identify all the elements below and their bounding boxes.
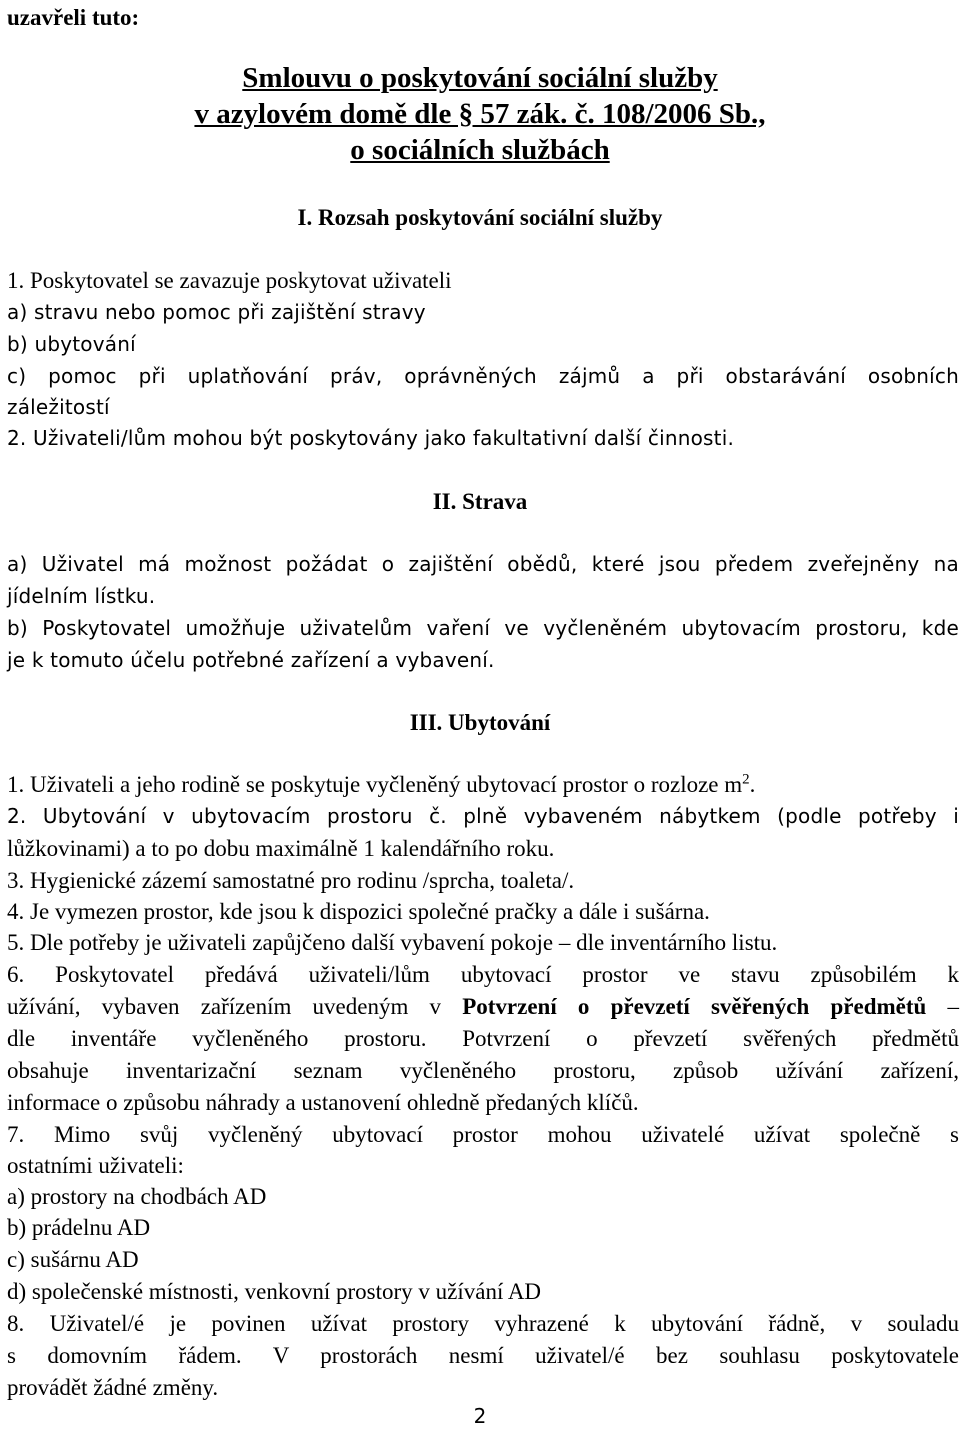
section-1-line: a) stravu nebo pomoc při zajištění stravy <box>7 300 426 324</box>
section-3-line: c) sušárnu AD <box>7 1247 139 1272</box>
contract-title-line-3: o sociálních službách <box>350 134 610 166</box>
section-3-line-text: 1. Uživateli a jeho rodině se poskytuje vyčleněný ubytovací prostor o rozloze m <box>7 772 743 797</box>
section-1-line: c) pomoc při uplatňování práv, oprávněných zájmů a při obstarávání osobních <box>7 364 959 388</box>
page-number: 2 <box>473 1404 487 1428</box>
section-3-line: informace o způsobu náhrady a ustanovení ohledně předaných klíčů. <box>7 1090 639 1115</box>
confirmation-document-name: Potvrzení o převzetí svěřených předmětů <box>462 994 927 1019</box>
section-2-line: b) Poskytovatel umožňuje uživatelům vaření ve vyčleněném ubytovacím prostoru, kde <box>7 616 959 640</box>
section-3-heading: III. Ubytování <box>409 710 551 735</box>
intro-text: uzavřeli tuto: <box>7 5 140 30</box>
section-3-line: 5. Dle potřeby je uživateli zapůjčeno další vybavení pokoje – dle inventárního listu. <box>7 930 778 955</box>
section-3-line: b) prádelnu AD <box>7 1215 151 1240</box>
section-1-line: 2. Uživateli/lům mohou být poskytovány jako fakultativní další činnosti. <box>7 426 735 450</box>
section-3-line-end: . <box>749 772 756 797</box>
section-1-line: 1. Poskytovatel se zavazuje poskytovat uživateli <box>7 268 452 293</box>
section-2-heading: II. Strava <box>432 489 528 514</box>
section-3-line: a) prostory na chodbách AD <box>7 1184 267 1209</box>
section-1-line: záležitostí <box>7 395 110 419</box>
section-2-line: je k tomuto účelu potřebné zařízení a vybavení. <box>7 648 495 672</box>
section-3-line: 7. Mimo svůj vyčleněný ubytovací prostor mohou uživatelé užívat společně s <box>7 1122 959 1147</box>
section-3-line: dle inventáře vyčleněného prostoru. Potvrzení o převzetí svěřených předmětů <box>7 1026 959 1051</box>
area-unit-superscript: 2 <box>742 771 750 788</box>
section-3-line: 3. Hygienické zázemí samostatné pro rodinu /sprcha, toaleta/. <box>7 868 575 893</box>
contract-title-line-1: Smlouvu o poskytování sociální služby <box>242 62 718 94</box>
section-3-line <box>7 991 959 1022</box>
section-3-line-text: užívání, vybaven zařízením uvedeným v <box>7 994 463 1019</box>
section-3-line: d) společenské místnosti, venkovní prostory v užívání AD <box>7 1279 542 1304</box>
section-3-line: obsahuje inventarizační seznam vyčleněného prostoru, způsob užívání zařízení, <box>7 1058 959 1083</box>
section-3-line: lůžkovinami) a to po dobu maximálně 1 kalendářního roku. <box>7 836 555 861</box>
section-1-line: b) ubytování <box>7 332 136 356</box>
section-2-line: jídelním lístku. <box>7 584 156 608</box>
section-3-line: 8. Uživatel/é je povinen užívat prostory vyhrazené k ubytování řádně, v souladu <box>7 1311 959 1336</box>
section-3-line: ostatními uživateli: <box>7 1153 184 1178</box>
section-3-line-end: – <box>926 994 959 1019</box>
section-2-line: a) Uživatel má možnost požádat o zajištění obědů, které jsou předem zveřejněny na <box>7 552 959 576</box>
section-3-line: 2. Ubytování v ubytovacím prostoru č. plně vybaveném nábytkem (podle potřeby i <box>7 804 959 828</box>
section-1-heading: I. Rozsah poskytování sociální služby <box>297 205 663 230</box>
section-3-line: 4. Je vymezen prostor, kde jsou k dispozici společné pračky a dále i sušárna. <box>7 899 710 924</box>
section-3-line: s domovním řádem. V prostorách nesmí uživatel/é bez souhlasu poskytovatele <box>7 1343 959 1368</box>
contract-title-line-2: v azylovém domě dle § 57 zák. č. 108/2006 Sb., <box>194 98 766 130</box>
section-3-line: provádět žádné změny. <box>7 1375 219 1400</box>
section-3-line: 6. Poskytovatel předává uživateli/lům ubytovací prostor ve stavu způsobilém k <box>7 962 959 987</box>
section-3-line <box>7 769 959 800</box>
